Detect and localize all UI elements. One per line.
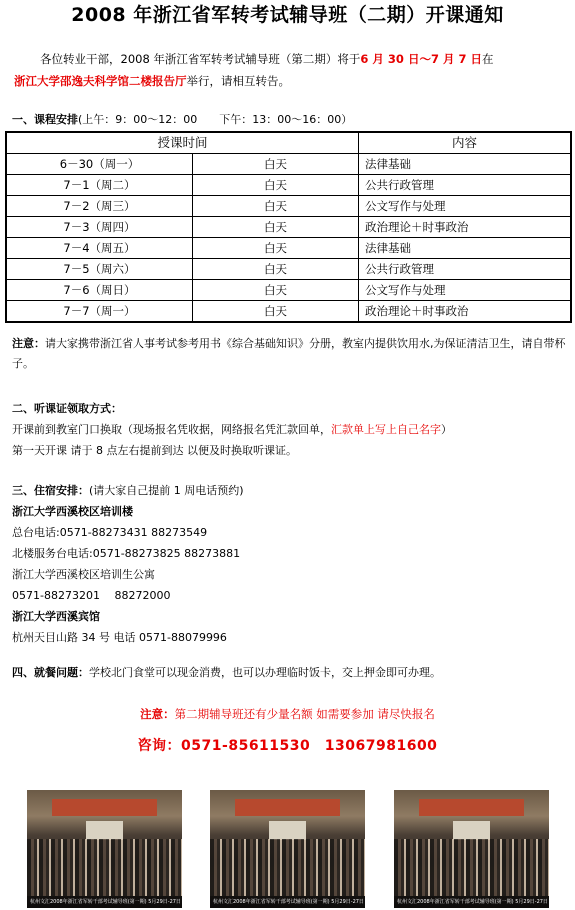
note-label: 注意： xyxy=(12,337,45,350)
row-content: 公共行政管理 xyxy=(359,259,572,280)
badge-line1-text: 开课前到教室门口换取（现场报名凭收据，网络报名凭汇款回单， xyxy=(12,423,331,436)
section-dining-text: 学校北门食堂可以现金消费，也可以办理临时饭卡，交上押金即可办理。 xyxy=(89,666,441,679)
row-date: 7－1（周二） xyxy=(6,175,193,196)
table-row xyxy=(6,196,571,217)
intro-venue: 浙江大学邵逸夫科学馆二楼报告厅 xyxy=(14,74,187,88)
badge-line1-red: 汇款单上写上自己名字 xyxy=(331,423,441,436)
lodging-line: 浙江大学西溪校区培训楼 xyxy=(12,505,133,518)
lodging-line: 总台电话:0571-88273431 88273549 xyxy=(12,526,208,539)
row-time: 白天 xyxy=(193,217,359,238)
section-lodging-heading: 三、住宿安排： xyxy=(12,484,89,497)
intro-paragraph xyxy=(14,48,566,92)
classroom-photo-1 xyxy=(27,790,182,908)
row-date: 7－5（周六） xyxy=(6,259,193,280)
row-content: 法律基础 xyxy=(359,238,572,259)
section-dining xyxy=(12,665,567,681)
row-time: 白天 xyxy=(193,280,359,301)
section-course xyxy=(12,112,564,128)
badge-line1-end: ） xyxy=(441,423,452,436)
section-dining-heading: 四、就餐问题： xyxy=(12,666,89,679)
notice-line xyxy=(0,706,575,723)
note-text: 请大家携带浙江省人事考试参考用书《综合基础知识》分册，教室内提供饮用水,为保证清洁卫生，请自带杯子。 xyxy=(12,337,566,370)
section-badge-line2: 第一天开课 请于 8 点左右提前到达 以便及时换取听课证。 xyxy=(12,444,297,457)
row-time: 白天 xyxy=(193,238,359,259)
table-row xyxy=(6,217,571,238)
schedule-table xyxy=(5,131,572,323)
row-date: 7－7（周一） xyxy=(6,301,193,323)
row-date: 6－30（周一） xyxy=(6,154,193,175)
notice-text: 第二期辅导班还有少量名额 如需要参加 请尽快报名 xyxy=(174,707,435,721)
intro-tail: 举行，请相互转告。 xyxy=(186,74,290,88)
photo-caption-1: 杭州文汇2008年浙江省军转干部考试辅导班(第一期) 5月29日-27日 xyxy=(27,896,182,908)
intro-mid: 在 xyxy=(481,52,494,66)
lodging-line: 浙江大学西溪校区培训生公寓 xyxy=(12,568,155,581)
row-content: 政治理论＋时事政治 xyxy=(359,217,572,238)
photo-caption-2: 杭州文汇2008年浙江省军转干部考试辅导班(第一期) 5月29日-27日 xyxy=(210,896,365,908)
row-date: 7－6（周日） xyxy=(6,280,193,301)
section-lodging-note: (请大家自己提前 1 周电话预约) xyxy=(89,484,244,497)
table-row xyxy=(6,280,571,301)
consult-phone: 咨询：0571-85611530 13067981600 xyxy=(137,738,438,754)
section-course-hours: (上午：9：00～12：00 下午：13：00～16：00） xyxy=(78,113,353,126)
row-time: 白天 xyxy=(193,154,359,175)
notice-label: 注意： xyxy=(140,707,175,721)
lodging-line: 北楼服务台电话:0571-88273825 88273881 xyxy=(12,547,241,560)
table-row xyxy=(6,301,571,323)
classroom-photo-2 xyxy=(210,790,365,908)
table-row xyxy=(6,154,571,175)
row-time: 白天 xyxy=(193,175,359,196)
row-time: 白天 xyxy=(193,301,359,323)
row-content: 公共行政管理 xyxy=(359,175,572,196)
intro-dates: 6 月 30 日～7 月 7 日 xyxy=(360,52,482,66)
intro-lead: 各位转业干部，2008 年浙江省军转考试辅导班（第二期）将于 xyxy=(40,52,361,66)
section-course-heading: 一、课程安排 xyxy=(12,113,78,126)
lodging-line: 杭州天目山路 34 号 电话 0571-88079996 xyxy=(12,631,227,644)
header-content: 内容 xyxy=(359,132,572,154)
table-row xyxy=(6,175,571,196)
table-row xyxy=(6,259,571,280)
row-date: 7－2（周三） xyxy=(6,196,193,217)
row-content: 公文写作与处理 xyxy=(359,196,572,217)
table-header-row xyxy=(6,132,571,154)
table-row xyxy=(6,238,571,259)
classroom-photo-3 xyxy=(394,790,549,908)
lodging-line: 浙江大学西溪宾馆 xyxy=(12,610,100,623)
section-badge-line1 xyxy=(12,419,567,440)
section-lodging-heading-row xyxy=(12,480,567,501)
row-content: 法律基础 xyxy=(359,154,572,175)
row-content: 公文写作与处理 xyxy=(359,280,572,301)
section-badge xyxy=(12,398,567,461)
row-date: 7－4（周五） xyxy=(6,238,193,259)
row-time: 白天 xyxy=(193,196,359,217)
page-title: 2008 年浙江省军转考试辅导班（二期）开课通知 xyxy=(71,4,504,26)
row-content: 政治理论＋时事政治 xyxy=(359,301,572,323)
section-lodging xyxy=(12,480,567,648)
row-time: 白天 xyxy=(193,259,359,280)
row-date: 7－3（周四） xyxy=(6,217,193,238)
header-time: 授课时间 xyxy=(6,132,359,154)
photo-caption-3: 杭州文汇2008年浙江省军转干部考试辅导班(第一期) 5月29日-27日 xyxy=(394,896,549,908)
lodging-line: 0571-88273201 88272000 xyxy=(12,589,171,602)
section-badge-heading: 二、听课证领取方式： xyxy=(12,402,122,415)
note-paragraph xyxy=(12,334,567,374)
